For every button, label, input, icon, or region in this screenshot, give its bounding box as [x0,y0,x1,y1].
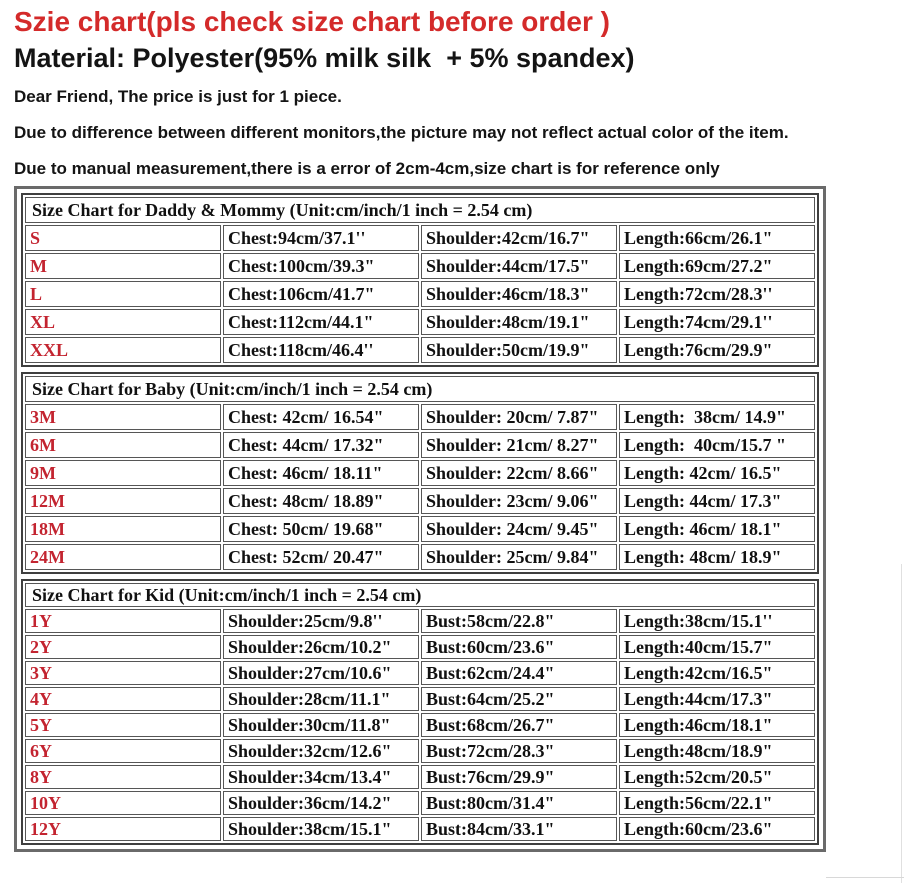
note-monitor-disclaimer: Due to difference between different monitors,the picture may not reflect actual color of the item. [14,123,789,142]
table-row [25,337,815,363]
measurement-cell: Shoulder:25cm/9.8'' [223,609,419,633]
size-label-cell: 2Y [25,635,221,659]
size-chart-table-kid [21,579,819,845]
table-row [25,225,815,251]
measurement-cell: Shoulder:27cm/10.6" [223,661,419,685]
measurement-cell: Shoulder: 22cm/ 8.66" [421,460,617,486]
measurement-cell: Shoulder:28cm/11.1" [223,687,419,711]
table-title: Size Chart for Kid (Unit:cm/inch/1 inch = 2.54 cm) [25,583,815,607]
size-charts-container [14,186,826,852]
size-label-cell: 9M [25,460,221,486]
size-label-cell: 8Y [25,765,221,789]
table-row [25,739,815,763]
size-chart-table-adult [21,193,819,367]
measurement-cell: Length: 40cm/15.7 " [619,432,815,458]
image-edge-artifact-horizontal [826,877,904,878]
measurement-cell: Bust:80cm/31.4" [421,791,617,815]
measurement-cell: Chest: 52cm/ 20.47" [223,544,419,570]
table-row [25,713,815,737]
measurement-cell: Bust:58cm/22.8" [421,609,617,633]
size-label-cell: XXL [25,337,221,363]
size-label-cell: 1Y [25,609,221,633]
table-row [25,687,815,711]
table-row [25,791,815,815]
measurement-cell: Length:44cm/17.3" [619,687,815,711]
measurement-cell: Bust:84cm/33.1" [421,817,617,841]
measurement-cell: Length:60cm/23.6" [619,817,815,841]
table-row [25,635,815,659]
measurement-cell: Length:66cm/26.1" [619,225,815,251]
measurement-cell: Shoulder:38cm/15.1" [223,817,419,841]
table-row [25,817,815,841]
measurement-cell: Chest:100cm/39.3" [223,253,419,279]
material-line: Material: Polyester(95% milk silk + 5% spandex) [14,43,635,73]
measurement-cell: Bust:64cm/25.2" [421,687,617,711]
size-label-cell: XL [25,309,221,335]
size-label-cell: 6Y [25,739,221,763]
table-row [25,281,815,307]
measurement-cell: Shoulder:36cm/14.2" [223,791,419,815]
measurement-cell: Length:76cm/29.9" [619,337,815,363]
measurement-cell: Shoulder: 23cm/ 9.06" [421,488,617,514]
table-row [25,516,815,542]
table-row [25,460,815,486]
size-label-cell: 4Y [25,687,221,711]
measurement-cell: Shoulder:34cm/13.4" [223,765,419,789]
size-label-cell: 3Y [25,661,221,685]
measurement-cell: Length: 42cm/ 16.5" [619,460,815,486]
page-title: Szie chart(pls check size chart before order ) [14,6,610,37]
note-measurement-disclaimer: Due to manual measurement,there is a error of 2cm-4cm,size chart is for reference only [14,159,720,178]
measurement-cell: Shoulder:26cm/10.2" [223,635,419,659]
measurement-cell: Length: 44cm/ 17.3" [619,488,815,514]
measurement-cell: Length:46cm/18.1" [619,713,815,737]
measurement-cell: Chest: 50cm/ 19.68" [223,516,419,542]
measurement-cell: Shoulder:50cm/19.9" [421,337,617,363]
table-row [25,544,815,570]
measurement-cell: Shoulder:46cm/18.3" [421,281,617,307]
measurement-cell: Length:69cm/27.2" [619,253,815,279]
measurement-cell: Shoulder:48cm/19.1" [421,309,617,335]
measurement-cell: Length:42cm/16.5" [619,661,815,685]
measurement-cell: Length:74cm/29.1'' [619,309,815,335]
measurement-cell: Shoulder: 24cm/ 9.45" [421,516,617,542]
measurement-cell: Length:56cm/22.1" [619,791,815,815]
size-label-cell: 3M [25,404,221,430]
measurement-cell: Shoulder:42cm/16.7" [421,225,617,251]
measurement-cell: Length: 48cm/ 18.9" [619,544,815,570]
measurement-cell: Chest: 48cm/ 18.89" [223,488,419,514]
measurement-cell: Chest:106cm/41.7" [223,281,419,307]
table-title: Size Chart for Baby (Unit:cm/inch/1 inch = 2.54 cm) [25,376,815,402]
size-label-cell: L [25,281,221,307]
measurement-cell: Length:38cm/15.1'' [619,609,815,633]
size-label-cell: 10Y [25,791,221,815]
measurement-cell: Length:48cm/18.9" [619,739,815,763]
image-edge-artifact-vertical [901,564,902,883]
measurement-cell: Shoulder: 25cm/ 9.84" [421,544,617,570]
measurement-cell: Shoulder:44cm/17.5" [421,253,617,279]
table-row [25,432,815,458]
table-row [25,765,815,789]
measurement-cell: Shoulder:30cm/11.8" [223,713,419,737]
measurement-cell: Chest: 42cm/ 16.54" [223,404,419,430]
measurement-cell: Chest:94cm/37.1'' [223,225,419,251]
measurement-cell: Length: 46cm/ 18.1" [619,516,815,542]
size-chart-page [0,6,904,852]
size-label-cell: 6M [25,432,221,458]
size-label-cell: S [25,225,221,251]
table-title: Size Chart for Daddy & Mommy (Unit:cm/inch/1 inch = 2.54 cm) [25,197,815,223]
measurement-cell: Shoulder: 21cm/ 8.27" [421,432,617,458]
measurement-cell: Bust:60cm/23.6" [421,635,617,659]
measurement-cell: Bust:68cm/26.7" [421,713,617,737]
measurement-cell: Shoulder: 20cm/ 7.87" [421,404,617,430]
table-row [25,661,815,685]
measurement-cell: Chest: 44cm/ 17.32" [223,432,419,458]
measurement-cell: Length: 38cm/ 14.9" [619,404,815,430]
size-label-cell: 5Y [25,713,221,737]
size-label-cell: 12Y [25,817,221,841]
measurement-cell: Length:52cm/20.5" [619,765,815,789]
size-label-cell: 18M [25,516,221,542]
measurement-cell: Bust:62cm/24.4" [421,661,617,685]
measurement-cell: Bust:76cm/29.9" [421,765,617,789]
table-row [25,404,815,430]
measurement-cell: Chest:112cm/44.1" [223,309,419,335]
measurement-cell: Chest:118cm/46.4'' [223,337,419,363]
measurement-cell: Shoulder:32cm/12.6" [223,739,419,763]
size-label-cell: 12M [25,488,221,514]
size-chart-table-baby [21,372,819,574]
table-row [25,253,815,279]
table-row [25,609,815,633]
measurement-cell: Chest: 46cm/ 18.11" [223,460,419,486]
size-label-cell: 24M [25,544,221,570]
measurement-cell: Length:72cm/28.3'' [619,281,815,307]
table-row [25,309,815,335]
measurement-cell: Bust:72cm/28.3" [421,739,617,763]
table-row [25,488,815,514]
size-label-cell: M [25,253,221,279]
note-price: Dear Friend, The price is just for 1 piece. [14,87,342,106]
measurement-cell: Length:40cm/15.7" [619,635,815,659]
